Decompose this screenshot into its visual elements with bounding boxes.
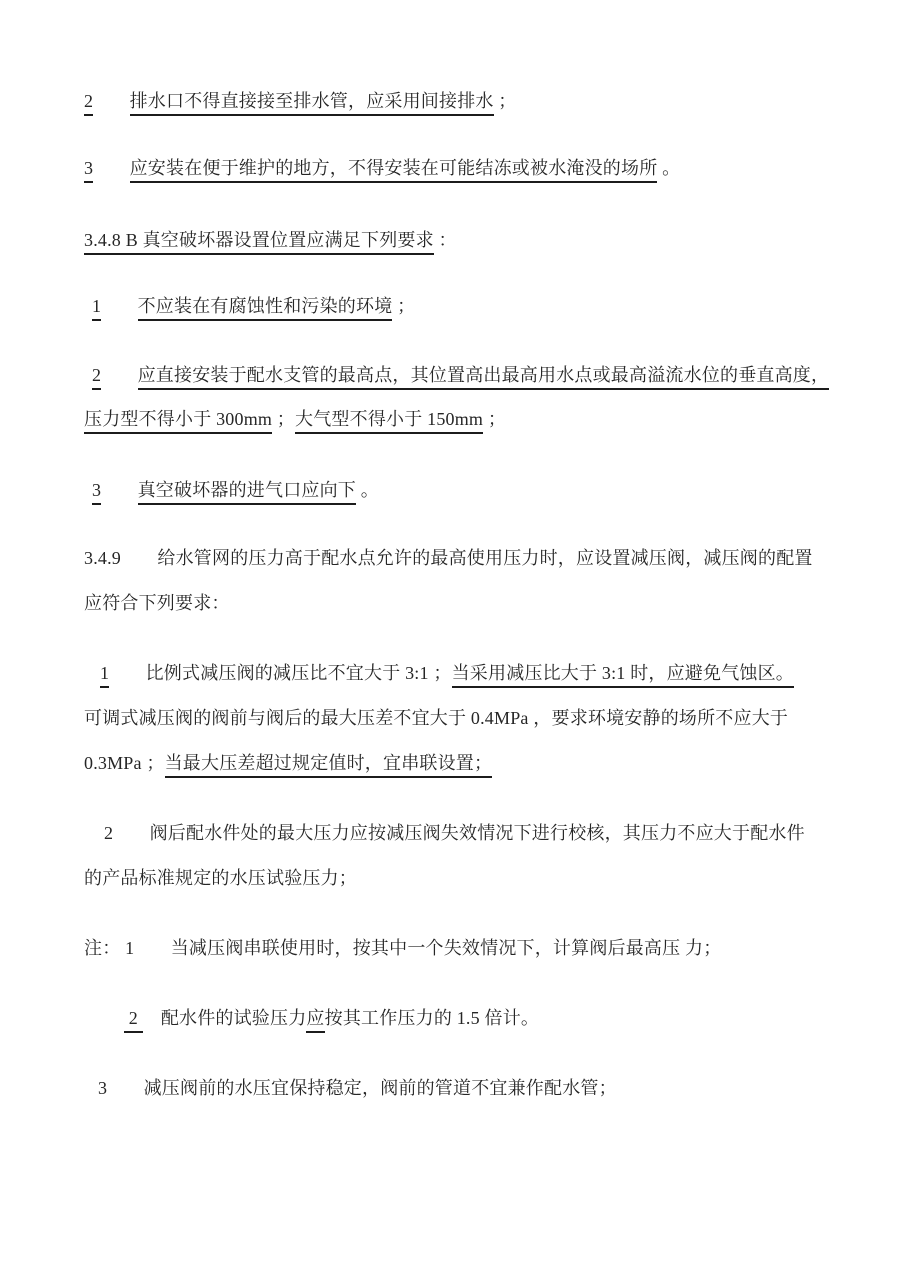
text-segment: 应符合下列要求：	[84, 593, 230, 613]
text-segment: 当减压阀串联使用时，按其中一个失效情况下，计算阀后最高压 力；	[170, 938, 722, 958]
underlined-text-segment: 2	[92, 365, 101, 390]
text-line	[84, 935, 721, 961]
text-segment	[121, 548, 157, 568]
underlined-text-segment: 1	[92, 296, 101, 321]
text-line	[84, 227, 457, 253]
underlined-text-segment: 真空破坏器的进气口应向下	[138, 480, 356, 505]
text-segment: ；	[272, 409, 296, 429]
text-segment: 。	[356, 480, 379, 500]
text-line	[124, 1005, 539, 1031]
text-line	[84, 88, 517, 114]
text-line	[84, 545, 813, 571]
underlined-text-segment: 3	[92, 480, 101, 505]
text-segment: ；	[483, 409, 507, 429]
text-line	[84, 865, 357, 891]
text-segment	[93, 158, 129, 178]
text-line	[84, 406, 506, 432]
text-segment: 按其工作压力的 1.5 倍计。	[324, 1008, 540, 1028]
underlined-text-segment: 当采用减压比大于 3:1 时，应避免气蚀区。	[452, 663, 794, 688]
text-segment	[93, 91, 129, 111]
text-segment	[101, 480, 137, 500]
text-segment: 注： 1	[84, 938, 135, 958]
text-segment: 配水件的试验压力	[160, 1008, 307, 1028]
text-segment: ；	[493, 91, 517, 111]
text-segment: 可调式减压阀的阀前与阀后的最大压差不宜大于 0.4MPa ，要求环境安静的场所不应大于	[84, 708, 789, 728]
text-segment	[101, 296, 137, 316]
underlined-text-segment: 3.4.8 B 真空破坏器设置位置应满足下列要求	[84, 230, 434, 255]
text-segment: 减压阀前的水压宜保持稳定，阀前的管道不宜兼作配水管；	[143, 1078, 617, 1098]
text-line	[98, 1075, 617, 1101]
text-segment: 给水管网的压力高于配水点允许的最高使用压力时，应设置减压阀，减压阀的配置	[157, 548, 813, 568]
text-segment	[101, 365, 137, 385]
text-segment: 比例式减压阀的减压比不宜大于 3:1 ；	[145, 663, 452, 683]
underlined-text-segment: 2	[84, 91, 93, 116]
text-line	[104, 820, 805, 846]
underlined-text-segment: 2	[124, 1008, 143, 1033]
text-segment	[107, 1078, 143, 1098]
text-line	[84, 590, 230, 616]
text-segment	[143, 1008, 161, 1028]
text-segment: ：	[433, 230, 457, 250]
text-segment	[113, 823, 149, 843]
text-segment: 3	[98, 1078, 108, 1098]
underlined-text-segment: 大气型不得小于 150mm	[295, 409, 483, 434]
text-line	[100, 660, 794, 686]
text-line	[92, 293, 415, 319]
underlined-text-segment: 3	[84, 158, 93, 183]
text-line	[92, 477, 379, 503]
text-segment	[134, 938, 170, 958]
text-segment: ；	[392, 296, 416, 316]
underlined-text-segment: 应直接安装于配水支管的最高点，其位置高出最高用水点或最高溢流水位的垂直高度，	[138, 365, 830, 390]
underlined-text-segment: 排水口不得直接接至排水管，应采用间接排水	[130, 91, 494, 116]
text-segment: 0.3MPa ；	[84, 753, 165, 773]
text-line	[84, 750, 492, 776]
underlined-text-segment: 不应装在有腐蚀性和污染的环境	[138, 296, 393, 321]
underlined-text-segment: 当最大压差超过规定值时，宜串联设置；	[165, 753, 493, 778]
underlined-text-segment: 应安装在便于维护的地方，不得安装在可能结冻或被水淹没的场所	[130, 158, 658, 183]
underlined-text-segment: 1	[100, 663, 109, 688]
text-line	[84, 705, 788, 731]
text-segment: 的产品标准规定的水压试验压力；	[84, 868, 357, 888]
text-line	[84, 155, 680, 181]
text-segment: 阀后配水件处的最大压力应按减压阀失效情况下进行校核，其压力不应大于配水件	[149, 823, 805, 843]
underlined-text-segment: 压力型不得小于 300mm	[84, 409, 272, 434]
underlined-text-segment: 应	[306, 1008, 324, 1033]
text-segment: 。	[657, 158, 681, 178]
text-line	[92, 362, 829, 388]
text-segment: 3.4.9	[84, 548, 121, 568]
text-segment: 2	[104, 823, 114, 843]
text-segment	[109, 663, 145, 683]
